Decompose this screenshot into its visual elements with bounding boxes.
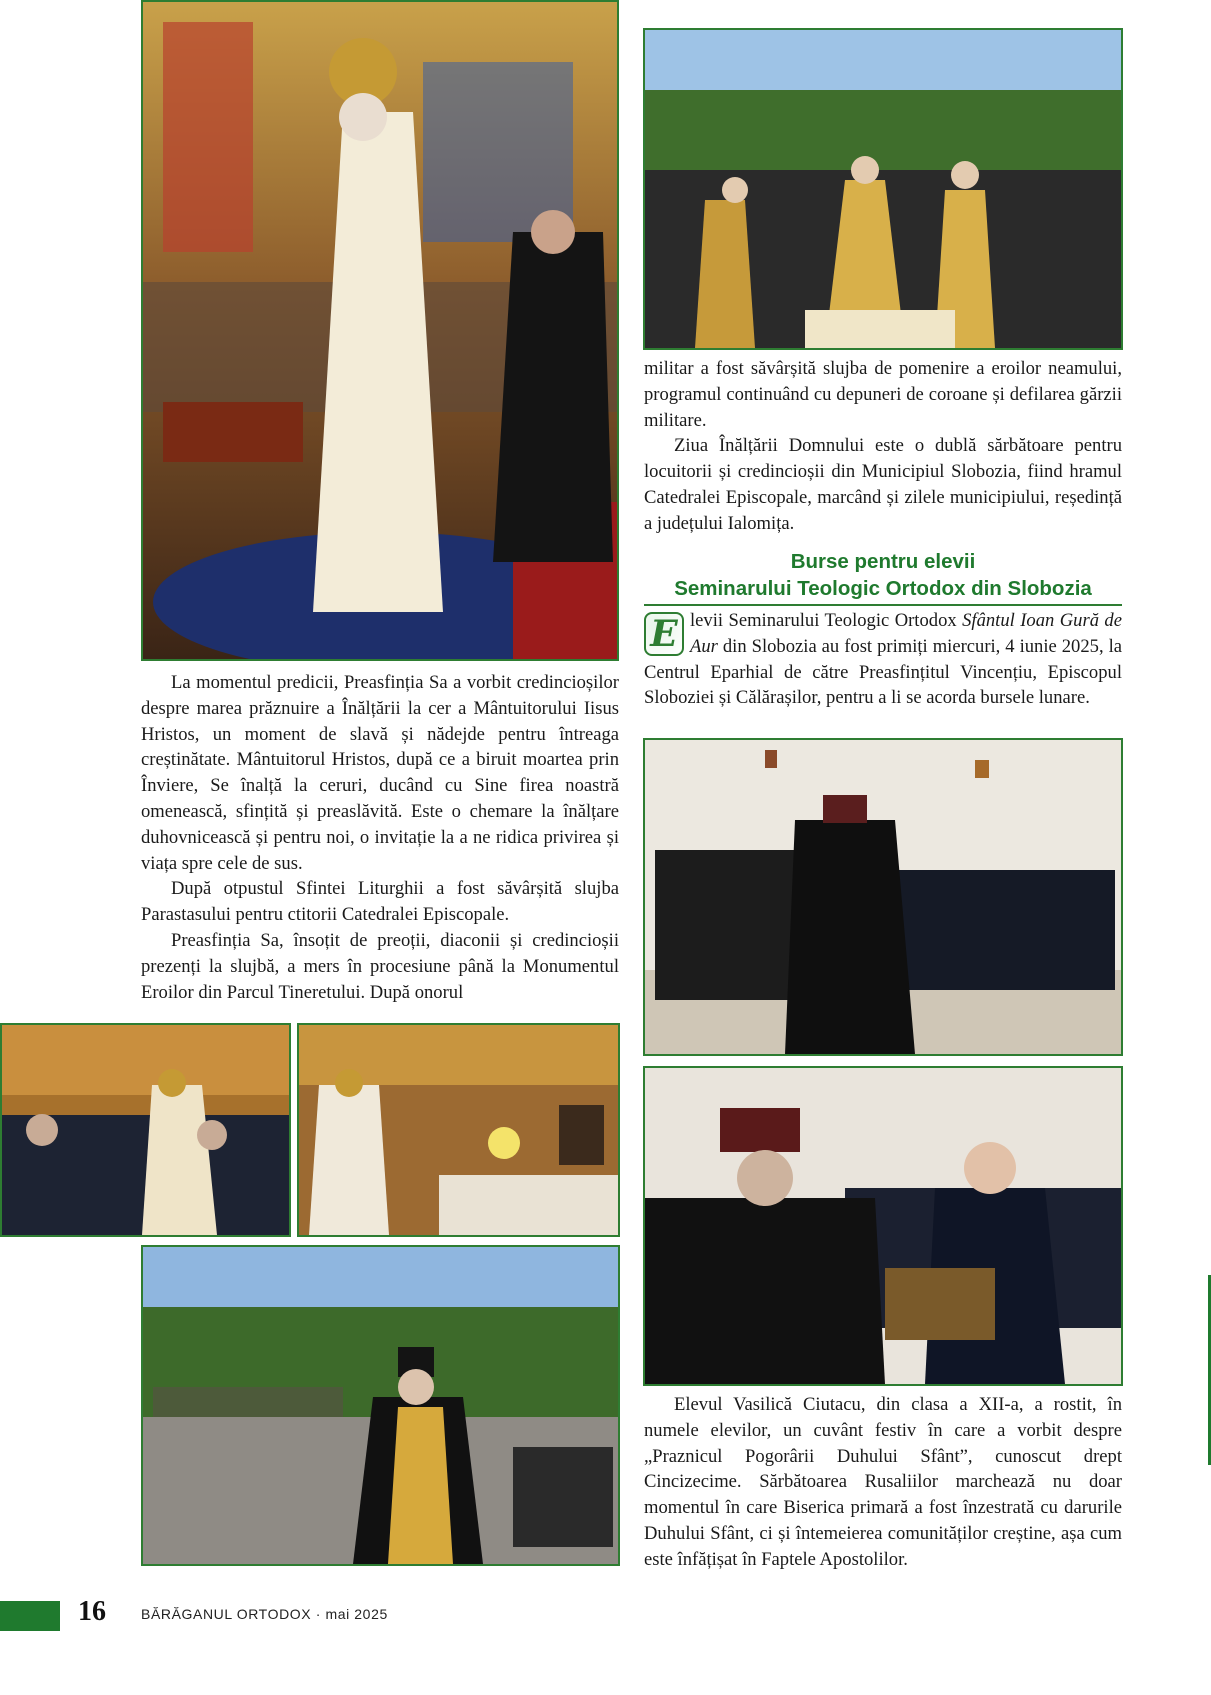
footer-bar xyxy=(0,1601,60,1631)
scholarship-text xyxy=(644,608,1122,711)
right-paragraph-feast: Ziua Înălțării Domnului este o dublă sărbătoare pentru locuitorii și credincioșii din Municipiul Slobozia, fiind hramul Catedralei Episcopale, marcând și zilele municipiului, reședință a județului Ialomița. xyxy=(644,435,1122,534)
photo-bishop-tomb xyxy=(297,1023,620,1237)
photo-outdoor-procession xyxy=(141,1245,620,1566)
left-paragraph-procession: Preasfinția Sa, însoțit de preoții, diaconii și credincioșii prezenți la slujbă, a mers în procesiune până la Monumentul Eroilor din Parcul Tineretului. După onorul xyxy=(141,929,619,1003)
seminary-name: Sfântul Ioan Gură de Aur xyxy=(690,610,1122,657)
scholarship-text-part1: levii Seminarului Teologic Ortodox xyxy=(690,610,963,631)
photo-outdoor-procession-art xyxy=(143,1247,618,1564)
left-paragraph-sermon: La momentul predicii, Preasfinția Sa a vorbit credincioșilor despre marea prăznuire a Înălțării la cer a Mântuitorului Iisus Hristos, un moment de slavă și nădejde pentru întreaga creștinătate. Mântuitorul Hristos, după ce a biruit moartea prin Înviere, Se înalță la ceruri, ducând cu Sine firea noastră omenească, sfințită și preaslăvită. Este o chemare la înălțare duhovnicească și pentru noi, o invitație la a ne ridica privirea și viața spre cele de sus. xyxy=(141,672,619,874)
right-column-top-text xyxy=(644,356,1122,537)
scholarship-paragraph xyxy=(644,608,1122,711)
closing-paragraph: Elevul Vasilică Ciutacu, din clasa a XII-a, a rostit, în numele elevilor, un cuvânt festiv în care a vorbit despre „Praznicul Pogorârii Duhului Sfânt”, cunoscut drept Cincizecime. Sărbătoarea Rusaliilor marchează nu doar momentul în care Biserica primară a fost înzestrată cu darurile Duhului Sfânt, ci și întemeierea comunităților creștine, așa cum este înfățișat în Faptele Apostolilor. xyxy=(644,1394,1122,1570)
photo-outdoor-service xyxy=(643,28,1123,350)
publication-name: BĂRĂGANUL ORTODOX · mai 2025 xyxy=(141,1606,388,1622)
photo-outdoor-service-art xyxy=(645,30,1121,348)
closing-text xyxy=(644,1392,1122,1573)
photo-student-icon xyxy=(643,1066,1123,1386)
photo-student-icon-art xyxy=(645,1068,1121,1384)
scholarship-text-part2: din Slobozia au fost primiți miercuri, 4 iunie 2025, la Centrul Eparhial de către Preasfințitul Vincențiu, Episcopul Sloboziei și Călărașilor, pentru a li se acorda bursele lunare. xyxy=(644,635,1122,709)
section-heading xyxy=(644,548,1122,606)
photo-cathedral-faithful-art xyxy=(2,1025,289,1235)
photo-seminary-students-art xyxy=(645,740,1121,1054)
photo-bishop-tomb-art xyxy=(299,1025,618,1235)
photo-seminary-students xyxy=(643,738,1123,1056)
page-number: 16 xyxy=(78,1596,106,1627)
photo-bishop-cathedral-art xyxy=(143,2,617,659)
photo-cathedral-faithful xyxy=(0,1023,291,1237)
dropcap-letter: E xyxy=(644,612,684,656)
section-heading-line2: Seminarului Teologic Ortodox din Slobozia xyxy=(674,577,1092,600)
left-paragraph-parastas: După otpustul Sfintei Liturghii a fost săvârșită slujba Parastasului pentru ctitorii Catedralei Episcopale. xyxy=(141,878,619,926)
right-paragraph-military: militar a fost săvârșită slujba de pomenire a eroilor neamului, programul continuând cu depuneri de coroane și defilarea gărzii militare. xyxy=(644,358,1122,431)
left-column-text xyxy=(141,670,619,1005)
section-heading-line1: Burse pentru elevii xyxy=(790,550,976,573)
photo-bishop-cathedral xyxy=(141,0,619,661)
